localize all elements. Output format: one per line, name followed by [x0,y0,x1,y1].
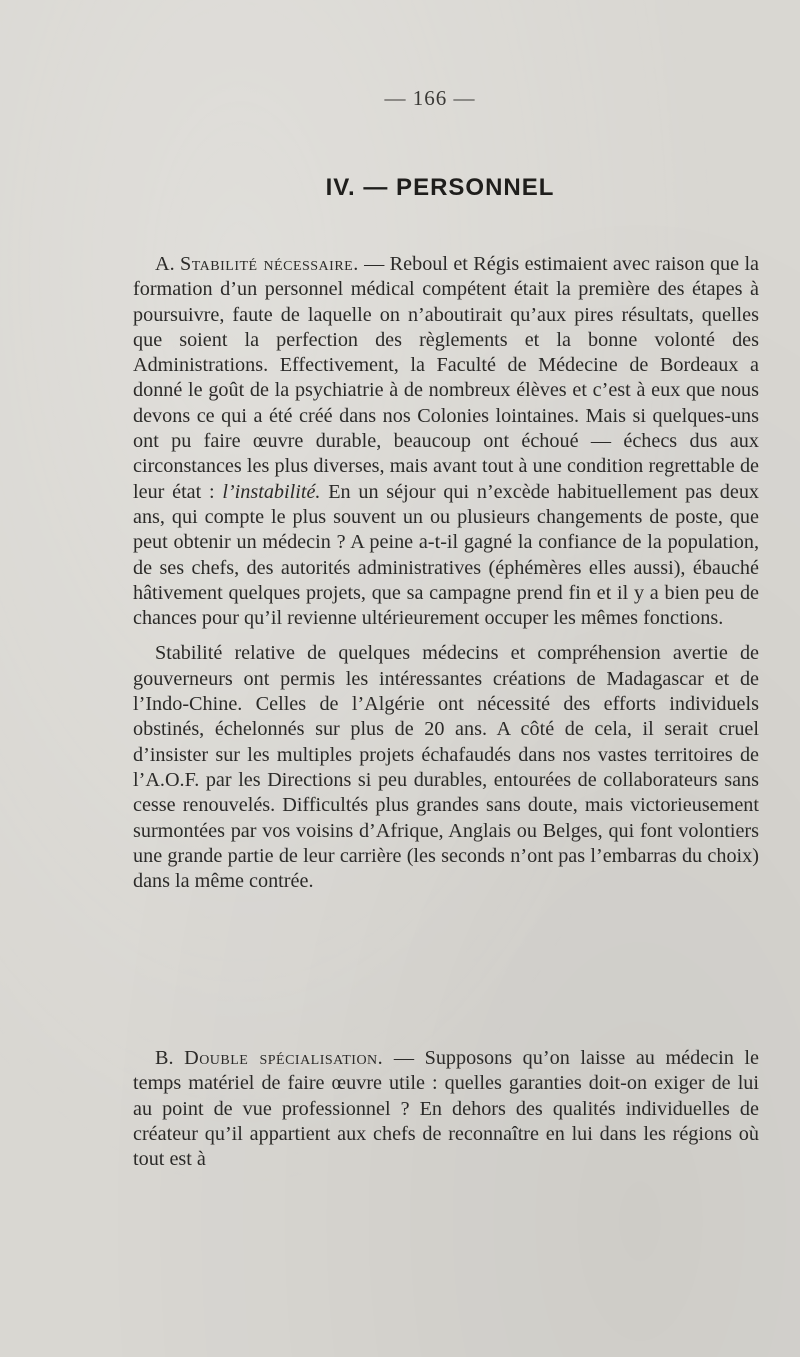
section-a-paragraph-1 [133,252,759,631]
section-b-label: B. [155,1047,174,1069]
section-a-text-2: En un séjour qui n’excède habituellement pas deux ans, qui compte le plus souvent un ou plusieurs changements de poste, que peut obtenir un médecin ? A peine a-t-il gagné la confiance de la population, de ses chefs, des autorités administratives (éphémères elles aussi), ébauché hâtivement quelques projets, que sa campagne prend fin et il y a bien peu de chances pour qu’il revienne ultérieurement occuper les mêmes fonctions. [133,480,760,630]
section-a-paragraph-2: Stabilité relative de quelques médecins et compréhension avertie de gouverneurs ont permis les intéressantes créations de Madagascar et de l’Indo-Chine. Celles de l’Algérie ont nécessité des efforts individuels obstinés, échelonnés sur plus de 20 ans. A côté de cela, il serait cruel d’insister sur les multiples projets échafaudés dans nos vastes territoires de l’A.O.F. par les Directions si peu durables, entourées de collaborateurs sans cesse renouvelés. Difficultés plus grandes sans doute, mais victorieusement surmontées par vos voisins d’Afrique, Anglais ou Belges, qui font volontiers une grande partie de leur carrière (les seconds n’ont pas l’embarras du choix) dans la même contrée. [133,642,759,893]
section-a-text-1: — Reboul et Régis estimaient avec raison que la formation d’un personnel médical compétent était la première des étapes à poursuivre, faute de laquelle on n’aboutirait qu’aux pires résultats, quelles que soient la perfection des règlements et la bonne volonté des Administrations. Effectivement, la Faculté de Médecine de Bordeaux a donné le goût de la psychiatrie à de nombreux élèves et c’est à eux que nous devons ce qui a été créé dans nos Colonies lointaines. Mais si quelques-uns ont pu faire œuvre durable, beaucoup ont échoué — échecs dus aux circonstances les plus diverses, mais avant tout à une condition regrettable de leur état : [133,253,760,503]
section-b-heading: Double spécialisation. [184,1047,384,1069]
section-b [133,1046,759,1172]
section-a [133,252,759,894]
section-a-emphasis: l’instabilité. [222,480,321,503]
section-a-heading: Stabilité nécessaire. [180,253,359,275]
page-number: — 166 — [384,86,476,110]
section-a-label: A. [155,253,175,275]
section-title: IV. — PERSONNEL [325,174,555,201]
section-b-paragraph-1 [133,1046,759,1172]
section-b-text: — Supposons qu’on laisse au médecin le temps matériel de faire œuvre utile : quelles garanties doit-on exiger de lui au point de vue professionnel ? En dehors des qualités individuelles de créateur qu’il appartient aux chefs de reconnaître en lui dans les régions où tout est à [133,1047,760,1171]
